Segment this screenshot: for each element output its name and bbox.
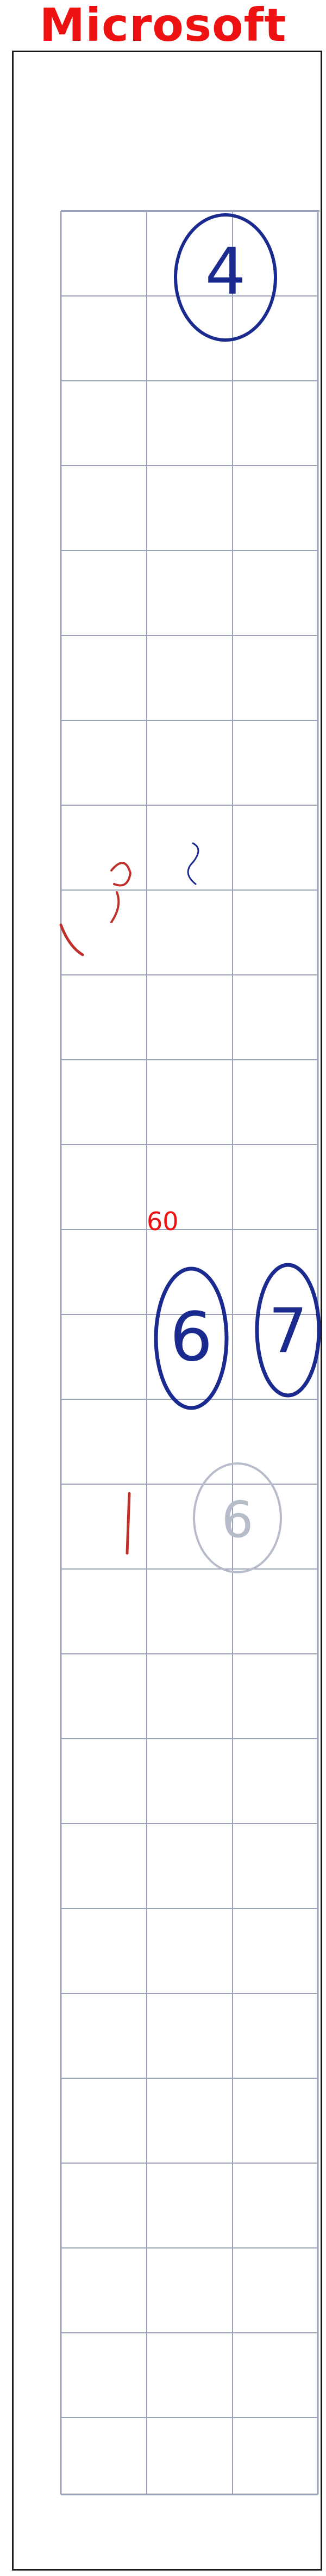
score-mark: 60 [147,1207,179,1236]
page-title: Microsoft [39,0,287,52]
circled-mark-digit: 7 [268,1296,308,1367]
faint-scribble-mark [111,863,130,922]
faint-scribble-mark [188,843,198,884]
circled-mark-digit: 6 [221,1491,254,1549]
circled-mark-digit: 4 [205,234,246,309]
red-tick-mark [127,1493,129,1553]
circled-mark-digit: 6 [170,1298,213,1376]
red-tick-mark [61,925,83,955]
